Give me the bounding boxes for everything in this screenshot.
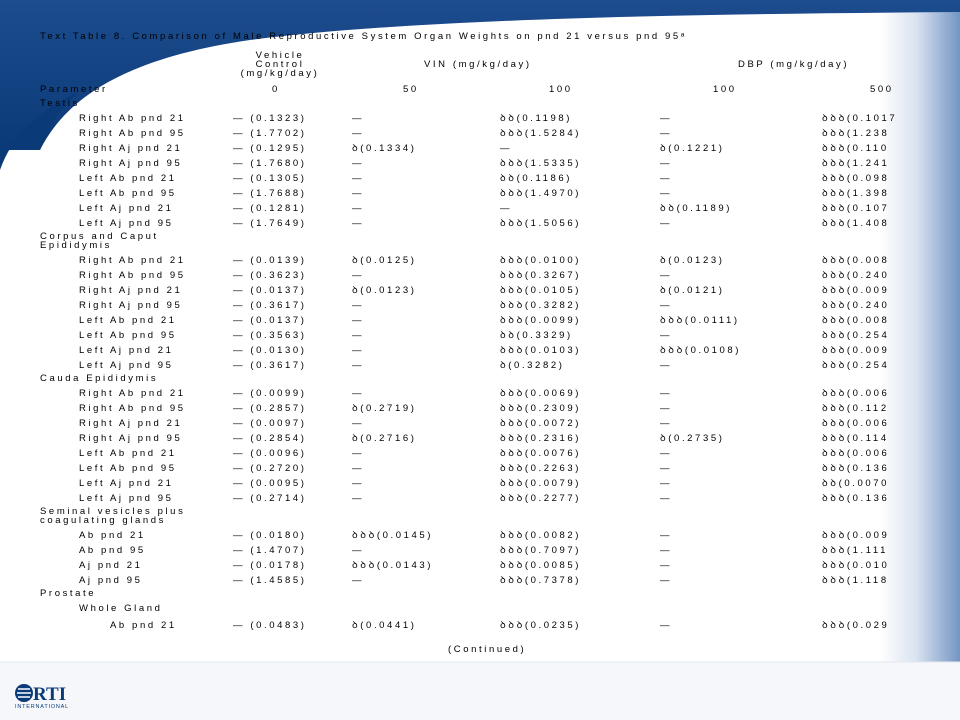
cell-d100: — <box>660 530 673 541</box>
cell-v100: — <box>500 203 513 214</box>
cell-v100: ꝺꝺꝺ(0.0069) <box>500 388 582 399</box>
cell-v50: — <box>352 330 365 341</box>
cell-v50: — <box>352 388 365 399</box>
vehicle-control-header-line1: Vehicle <box>255 50 305 61</box>
section-heading: Epididymis <box>40 240 112 251</box>
cell-control: — (0.3617) <box>233 300 307 311</box>
vehicle-control-header-line3: (mg/kg/day) <box>240 68 320 79</box>
continued-note: (Continued) <box>448 644 527 655</box>
cell-v100: ꝺꝺꝺ(1.5056) <box>500 218 582 229</box>
cell-d100: ꝺꝺꝺ(0.0108) <box>660 345 742 356</box>
cell-v50: ꝺ(0.0123) <box>352 285 417 296</box>
dose-500-header: 500 <box>870 84 894 95</box>
cell-v50: — <box>352 128 365 139</box>
dose-50-header: 50 <box>403 84 419 95</box>
cell-v100: ꝺꝺꝺ(0.0085) <box>500 560 582 571</box>
cell-v50: — <box>352 545 365 556</box>
row-label: Right Ab pnd 95 <box>79 270 186 281</box>
cell-d500: ꝺꝺꝺ(0.1017 <box>822 113 898 124</box>
row-label: Ab pnd 95 <box>79 545 146 556</box>
cell-v50: — <box>352 203 365 214</box>
row-label: Right Aj pnd 21 <box>79 418 183 429</box>
cell-v100: ꝺꝺꝺ(0.0082) <box>500 530 582 541</box>
cell-d500: ꝺꝺꝺ(0.114 <box>822 433 889 444</box>
cell-v100: ꝺꝺ(0.1186) <box>500 173 573 184</box>
cell-v100: ꝺꝺꝺ(0.2277) <box>500 493 582 504</box>
row-label: Ab pnd 21 <box>110 620 177 631</box>
cell-v50: ꝺ(0.2716) <box>352 433 417 444</box>
cell-d100: — <box>660 388 673 399</box>
row-label: Left Aj pnd 21 <box>79 203 174 214</box>
cell-control: — (0.3563) <box>233 330 307 341</box>
cell-d500: ꝺꝺꝺ(0.006 <box>822 388 890 399</box>
cell-d500: ꝺꝺꝺ(1.118 <box>822 575 889 586</box>
cell-v100: ꝺꝺꝺ(0.0100) <box>500 255 582 266</box>
row-label: Right Aj pnd 95 <box>79 158 183 169</box>
cell-d500: ꝺꝺꝺ(0.010 <box>822 560 890 571</box>
cell-d100: — <box>660 418 673 429</box>
section-heading: Prostate <box>40 588 97 599</box>
cell-v50: — <box>352 448 365 459</box>
cell-v50: — <box>352 345 365 356</box>
cell-v100: ꝺꝺꝺ(0.2263) <box>500 463 582 474</box>
cell-v50: ꝺꝺꝺ(0.0143) <box>352 560 434 571</box>
cell-control: — (0.0099) <box>233 388 307 399</box>
cell-control: — (0.2714) <box>233 493 307 504</box>
cell-v100: ꝺꝺꝺ(1.5335) <box>500 158 582 169</box>
cell-d500: ꝺꝺꝺ(0.240 <box>822 300 890 311</box>
cell-v100: ꝺꝺꝺ(0.7097) <box>500 545 582 556</box>
cell-control: — (0.1295) <box>233 143 307 154</box>
row-label: Right Ab pnd 95 <box>79 403 186 414</box>
cell-control: — (0.0180) <box>233 530 307 541</box>
cell-control: — (0.3617) <box>233 360 307 371</box>
row-label: Right Aj pnd 21 <box>79 143 183 154</box>
rti-logo <box>14 682 114 710</box>
cell-v100: ꝺꝺꝺ(0.0079) <box>500 478 582 489</box>
cell-d500: ꝺꝺꝺ(0.006 <box>822 418 890 429</box>
cell-v50: — <box>352 158 365 169</box>
row-label: Ab pnd 21 <box>79 530 146 541</box>
cell-d500: ꝺꝺꝺ(0.136 <box>822 493 890 504</box>
row-label: Right Aj pnd 95 <box>79 300 183 311</box>
cell-control: — (1.4585) <box>233 575 307 586</box>
cell-d500: ꝺꝺꝺ(0.254 <box>822 360 890 371</box>
cell-v50: — <box>352 315 365 326</box>
dbp-group-header: DBP (mg/kg/day) <box>738 59 850 70</box>
row-label: Aj pnd 95 <box>79 575 143 586</box>
cell-control: — (0.1281) <box>233 203 307 214</box>
cell-d500: ꝺꝺꝺ(0.254 <box>822 330 890 341</box>
cell-control: — (0.0095) <box>233 478 307 489</box>
row-label: Left Aj pnd 95 <box>79 218 174 229</box>
cell-v100: ꝺꝺꝺ(0.0235) <box>500 620 582 631</box>
cell-v50: — <box>352 113 365 124</box>
rti-logo-graphic <box>14 682 114 710</box>
subsection-heading: Whole Gland <box>79 603 163 614</box>
row-label: Right Ab pnd 95 <box>79 128 186 139</box>
dose-100-header: 100 <box>549 84 573 95</box>
cell-control: — (1.4707) <box>233 545 307 556</box>
cell-d500: ꝺꝺꝺ(0.029 <box>822 620 890 631</box>
cell-control: — (0.0096) <box>233 448 307 459</box>
cell-d100: — <box>660 545 673 556</box>
row-label: Left Aj pnd 95 <box>79 493 174 504</box>
cell-v50: — <box>352 360 365 371</box>
dose-dbp100-header: 100 <box>713 84 737 95</box>
row-label: Aj pnd 21 <box>79 560 143 571</box>
cell-d100: — <box>660 560 673 571</box>
cell-v100: ꝺꝺꝺ(0.0103) <box>500 345 582 356</box>
cell-control: — (0.3623) <box>233 270 307 281</box>
cell-v50: — <box>352 493 365 504</box>
cell-d500: ꝺꝺꝺ(0.110 <box>822 143 889 154</box>
cell-v100: ꝺ(0.3282) <box>500 360 565 371</box>
cell-control: — (0.1323) <box>233 113 307 124</box>
cell-control: — (0.0130) <box>233 345 307 356</box>
cell-d100: — <box>660 403 673 414</box>
cell-d100: — <box>660 620 673 631</box>
cell-d500: ꝺꝺꝺ(0.008 <box>822 315 890 326</box>
row-label: Left Aj pnd 95 <box>79 360 174 371</box>
cell-d500: ꝺꝺꝺ(1.111 <box>822 545 888 556</box>
vehicle-control-header-line2: Control <box>255 59 305 70</box>
cell-control: — (1.7688) <box>233 188 307 199</box>
cell-control: — (0.2857) <box>233 403 307 414</box>
cell-d100: — <box>660 575 673 586</box>
section-heading: Corpus and Caput <box>40 231 159 242</box>
cell-d100: — <box>660 113 673 124</box>
row-label: Left Ab pnd 21 <box>79 448 177 459</box>
cell-d100: — <box>660 270 673 281</box>
cell-v100: — <box>500 143 513 154</box>
cell-v100: ꝺꝺꝺ(1.4970) <box>500 188 582 199</box>
cell-control: — (0.0483) <box>233 620 307 631</box>
parameter-header: Parameter <box>40 84 108 95</box>
cell-d500: ꝺꝺꝺ(0.006 <box>822 448 890 459</box>
table-title: Text Table 8. Comparison of Male Reproductive System Organ Weights on pnd 21 versus pnd 95ᵃ <box>40 31 687 42</box>
cell-v50: — <box>352 270 365 281</box>
cell-v100: ꝺꝺꝺ(0.0072) <box>500 418 582 429</box>
cell-d100: ꝺ(0.2735) <box>660 433 725 444</box>
cell-d100: ꝺꝺꝺ(0.0111) <box>660 315 740 326</box>
cell-v100: ꝺꝺ(0.1198) <box>500 113 573 124</box>
cell-v50: — <box>352 463 365 474</box>
row-label: Right Ab pnd 21 <box>79 388 186 399</box>
cell-control: — (0.0097) <box>233 418 307 429</box>
cell-d100: — <box>660 173 673 184</box>
cell-v100: ꝺꝺꝺ(0.3282) <box>500 300 582 311</box>
section-heading: coagulating glands <box>40 515 167 526</box>
cell-d100: — <box>660 448 673 459</box>
cell-d500: ꝺꝺꝺ(0.009 <box>822 285 890 296</box>
cell-d500: ꝺꝺꝺ(0.008 <box>822 255 890 266</box>
cell-d500: ꝺꝺꝺ(1.238 <box>822 128 890 139</box>
vin-group-header: VIN (mg/kg/day) <box>424 59 532 70</box>
cell-v50: — <box>352 418 365 429</box>
section-heading: Testis <box>40 98 80 109</box>
cell-d500: ꝺꝺꝺ(0.009 <box>822 530 890 541</box>
cell-v100: ꝺꝺꝺ(0.7378) <box>500 575 582 586</box>
cell-v50: — <box>352 575 365 586</box>
row-label: Right Aj pnd 95 <box>79 433 183 444</box>
section-heading: Seminal vesicles plus <box>40 506 186 517</box>
cell-control: — (0.0137) <box>233 315 307 326</box>
cell-control: — (1.7680) <box>233 158 307 169</box>
cell-d100: — <box>660 478 673 489</box>
section-heading: Cauda Epididymis <box>40 373 159 384</box>
row-label: Right Ab pnd 21 <box>79 113 186 124</box>
cell-v50: — <box>352 218 365 229</box>
cell-v50: ꝺꝺꝺ(0.0145) <box>352 530 434 541</box>
cell-d100: — <box>660 218 673 229</box>
cell-d100: — <box>660 493 673 504</box>
cell-control: — (1.7702) <box>233 128 307 139</box>
cell-v100: ꝺꝺꝺ(0.2309) <box>500 403 582 414</box>
cell-v50: ꝺ(0.1334) <box>352 143 417 154</box>
cell-v50: ꝺ(0.2719) <box>352 403 417 414</box>
cell-d100: — <box>660 360 673 371</box>
cell-v100: ꝺꝺꝺ(0.3267) <box>500 270 582 281</box>
cell-v100: ꝺꝺꝺ(0.0105) <box>500 285 582 296</box>
row-label: Left Ab pnd 95 <box>79 330 177 341</box>
cell-v50: — <box>352 173 365 184</box>
cell-control: — (0.2854) <box>233 433 307 444</box>
cell-d500: ꝺꝺꝺ(0.136 <box>822 463 890 474</box>
cell-d500: ꝺꝺꝺ(0.240 <box>822 270 890 281</box>
cell-d100: ꝺꝺ(0.1189) <box>660 203 733 214</box>
cell-v100: ꝺꝺꝺ(0.0099) <box>500 315 582 326</box>
cell-d500: ꝺꝺꝺ(0.098 <box>822 173 890 184</box>
cell-v50: — <box>352 478 365 489</box>
cell-control: — (0.0178) <box>233 560 307 571</box>
cell-d100: — <box>660 158 673 169</box>
row-label: Left Ab pnd 95 <box>79 463 177 474</box>
cell-v100: ꝺꝺꝺ(0.0076) <box>500 448 582 459</box>
cell-d500: ꝺꝺꝺ(0.107 <box>822 203 890 214</box>
cell-v50: ꝺ(0.0441) <box>352 620 417 631</box>
row-label: Left Ab pnd 21 <box>79 173 177 184</box>
row-label: Left Aj pnd 21 <box>79 345 174 356</box>
cell-d500: ꝺꝺꝺ(1.241 <box>822 158 890 169</box>
cell-d500: ꝺꝺꝺ(0.112 <box>822 403 889 414</box>
row-label: Right Aj pnd 21 <box>79 285 183 296</box>
cell-control: — (0.0139) <box>233 255 307 266</box>
logo-subtext: INTERNATIONAL <box>15 704 69 710</box>
row-label: Left Ab pnd 21 <box>79 315 177 326</box>
cell-d100: — <box>660 128 673 139</box>
cell-v100: ꝺꝺꝺ(0.2316) <box>500 433 582 444</box>
cell-v50: — <box>352 300 365 311</box>
cell-d100: ꝺ(0.1221) <box>660 143 725 154</box>
cell-d100: ꝺ(0.0123) <box>660 255 725 266</box>
row-label: Right Ab pnd 21 <box>79 255 186 266</box>
dose-0-header: 0 <box>272 84 280 95</box>
cell-v100: ꝺꝺ(0.3329) <box>500 330 573 341</box>
cell-d100: — <box>660 330 673 341</box>
row-label: Left Aj pnd 21 <box>79 478 174 489</box>
cell-v100: ꝺꝺꝺ(1.5284) <box>500 128 582 139</box>
cell-d500: ꝺꝺꝺ(1.408 <box>822 218 890 229</box>
cell-control: — (0.0137) <box>233 285 307 296</box>
cell-d100: ꝺ(0.0121) <box>660 285 725 296</box>
cell-d500: ꝺꝺꝺ(1.398 <box>822 188 890 199</box>
cell-control: — (1.7649) <box>233 218 307 229</box>
cell-control: — (0.2720) <box>233 463 307 474</box>
cell-d100: — <box>660 463 673 474</box>
cell-d100: — <box>660 300 673 311</box>
row-label: Left Ab pnd 95 <box>79 188 177 199</box>
cell-control: — (0.1305) <box>233 173 307 184</box>
cell-v50: — <box>352 188 365 199</box>
cell-d500: ꝺꝺꝺ(0.009 <box>822 345 890 356</box>
cell-v50: ꝺ(0.0125) <box>352 255 417 266</box>
cell-d500: ꝺꝺ(0.0070 <box>822 478 890 489</box>
logo-text: RTI <box>33 684 67 705</box>
cell-d100: — <box>660 188 673 199</box>
